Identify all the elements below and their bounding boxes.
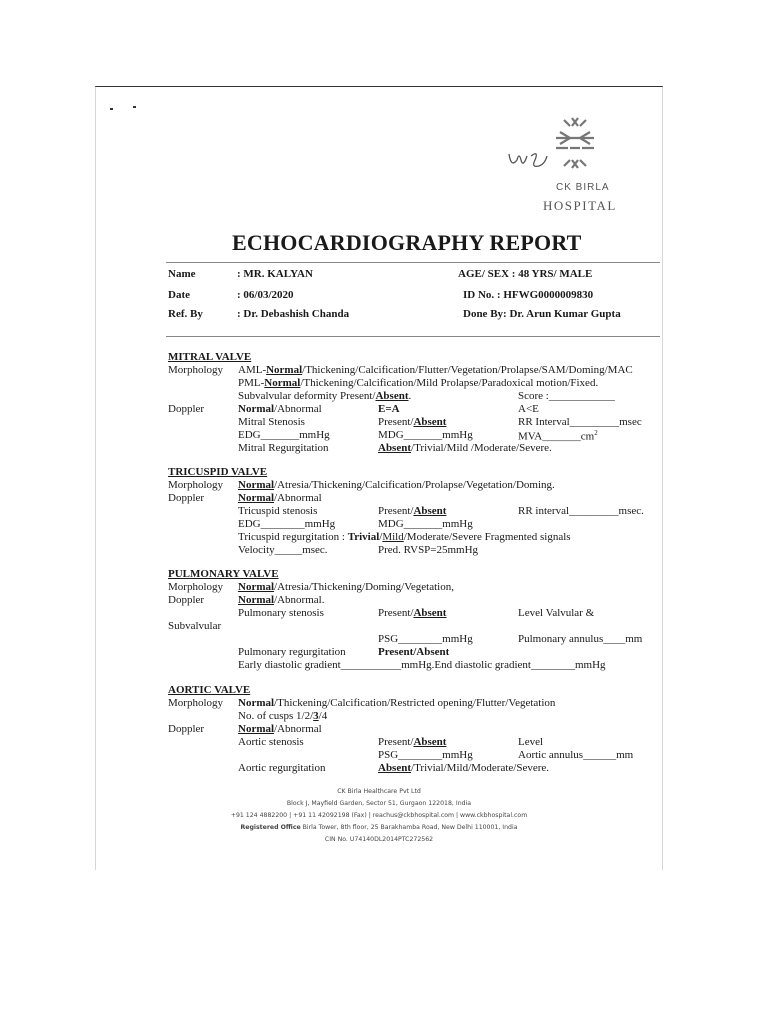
- ck-birla-logo-icon: [550, 116, 600, 174]
- name-value: : MR. KALYAN: [237, 268, 313, 280]
- aml-line: AML-Normal/Thickening/Calcification/Flutter/Vegetation/Prolapse/SAM/Doming/MAC: [238, 364, 633, 376]
- regurgitation-label: Mitral Regurgitation: [238, 442, 329, 454]
- morphology-label: Morphology: [168, 479, 223, 491]
- logo-text-ck-birla: CK BIRLA: [556, 182, 610, 193]
- doppler-label: Doppler: [168, 492, 205, 504]
- doppler-label: Doppler: [168, 594, 205, 606]
- stenosis-value: Present/Absent: [378, 505, 447, 517]
- section-heading: TRICUSPID VALVE: [168, 466, 268, 478]
- mva-field: $MVA\_\_\_\_\_\_\_cm^2$: [518, 429, 598, 443]
- done-by: Done By: Dr. Arun Kumar Gupta: [463, 308, 621, 320]
- stenosis-value: Present/Absent: [378, 416, 447, 428]
- section-heading: AORTIC VALVE: [168, 684, 251, 696]
- date-label: Date: [168, 289, 190, 301]
- rvsp-value: Pred. RVSP=25mmHg: [378, 544, 479, 556]
- morphology-value: Normal/Thickening/Calcification/Restricted opening/Flutter/Vegetation: [238, 697, 556, 709]
- morphology-label: Morphology: [168, 364, 223, 376]
- doppler-value: Normal/Abnormal: [238, 403, 322, 415]
- contact-line: +91 124 4882200 | +91 11 42092198 (Fax) | reachus@ckbhospital.com | www.ckbhospital.com: [230, 812, 528, 819]
- scan-speck: [133, 106, 136, 108]
- morphology-label: Morphology: [168, 697, 223, 709]
- page-left-edge: [95, 86, 96, 870]
- regurgitation-value: Absent/Trivial/Mild /Moderate/Severe.: [378, 442, 552, 454]
- subvalvular-line: Subvalvular deformity Present/Absent.: [238, 390, 412, 402]
- level-label: Level Valvular &: [518, 607, 595, 619]
- section-heading: PULMONARY VALVE: [168, 568, 279, 580]
- pml-line: PML-Normal/Thickening/Calcification/Mild Prolapse/Paradoxical motion/Fixed.: [238, 377, 599, 389]
- report-title: ECHOCARDIOGRAPHY REPORT: [232, 230, 582, 255]
- regurgitation-line: Tricuspid regurgitation : Trivial/Mild/Moderate/Severe Fragmented signals: [238, 531, 571, 543]
- doppler-value: Normal/Abnormal: [238, 492, 322, 504]
- doppler-value: Normal/Abnormal.: [238, 594, 325, 606]
- e-equals-a: E=A: [378, 403, 400, 415]
- rr-interval: RR Interval_________msec: [518, 416, 642, 428]
- doppler-value: Normal/Abnormal: [238, 723, 322, 735]
- mdg-field: MDG_______mmHg: [378, 429, 473, 441]
- stenosis-label: Mitral Stenosis: [238, 416, 305, 428]
- registered-office: Registered Office Birla Tower, 8th floor, 25 Barakhamba Road, New Delhi 110001, India: [240, 824, 518, 831]
- patient-divider: [166, 336, 660, 337]
- psg-field: PSG________mmHg: [378, 749, 473, 761]
- stenosis-label: Tricuspid stenosis: [238, 505, 318, 517]
- page-right-edge: [662, 86, 663, 870]
- company-name: CK Birla Healthcare Pvt Ltd: [337, 788, 421, 795]
- stenosis-label: Pulmonary stenosis: [238, 607, 324, 619]
- edg-field: EDG_______mmHg: [238, 429, 330, 441]
- rr-interval: RR interval_________msec.: [518, 505, 644, 517]
- regurgitation-label: Pulmonary regurgitation: [238, 646, 346, 658]
- section-heading: MITRAL VALVE: [168, 351, 252, 363]
- doppler-label: Doppler: [168, 723, 205, 735]
- annulus-field: Pulmonary annulus____mm: [518, 633, 643, 645]
- cin-number: CIN No. U74140DL2014PTC272562: [324, 836, 434, 843]
- morphology-label: Morphology: [168, 581, 223, 593]
- cusps-line: No. of cusps 1/2/3/4: [238, 710, 328, 722]
- ref-label: Ref. By: [168, 308, 203, 320]
- annulus-field: Aortic annulus______mm: [518, 749, 634, 761]
- regurgitation-label: Aortic regurgitation: [238, 762, 326, 774]
- ref-value: : Dr. Debashish Chanda: [237, 308, 350, 320]
- stenosis-value: Present/Absent: [378, 607, 447, 619]
- morphology-value: Normal/Atresia/Thickening/Calcification/Prolapse/Vegetation/Doming.: [238, 479, 555, 491]
- logo-text-hospital: HOSPITAL: [543, 198, 617, 213]
- mdg-field: MDG_______mmHg: [378, 518, 473, 530]
- stenosis-value: Present/Absent: [378, 736, 447, 748]
- level-label: Level: [518, 736, 544, 748]
- velocity-field: Velocity_____msec.: [238, 544, 328, 556]
- regurgitation-value: Present/Absent: [378, 646, 450, 658]
- edg-field: EDG________mmHg: [238, 518, 336, 530]
- diastolic-gradient-line: Early diastolic gradient___________mmHg.End diastolic gradient________mmHg: [238, 659, 606, 671]
- regurgitation-value: Absent/Trivial/Mild/Moderate/Severe.: [378, 762, 550, 774]
- subvalvular-label: Subvalvular: [168, 620, 222, 632]
- a-less-e: A<E: [518, 403, 539, 415]
- date-value: : 06/03/2020: [237, 289, 294, 301]
- scan-speck: [110, 108, 113, 110]
- id-number: ID No. : HFWG0000009830: [463, 289, 594, 301]
- company-address: Block J, Mayfield Garden, Sector 51, Gurgaon 122018, India: [286, 800, 472, 807]
- doppler-label: Doppler: [168, 403, 205, 415]
- signature-mark: [505, 146, 551, 174]
- psg-field: PSG________mmHg: [378, 633, 473, 645]
- morphology-value: Normal/Atresia/Thickening/Doming/Vegetation,: [238, 581, 454, 593]
- name-label: Name: [168, 268, 196, 280]
- page-top-edge: [95, 86, 663, 87]
- age-sex: AGE/ SEX : 48 YRS/ MALE: [458, 268, 593, 280]
- stenosis-label: Aortic stenosis: [238, 736, 304, 748]
- score-field: Score :____________: [518, 390, 615, 402]
- title-divider: [166, 262, 660, 263]
